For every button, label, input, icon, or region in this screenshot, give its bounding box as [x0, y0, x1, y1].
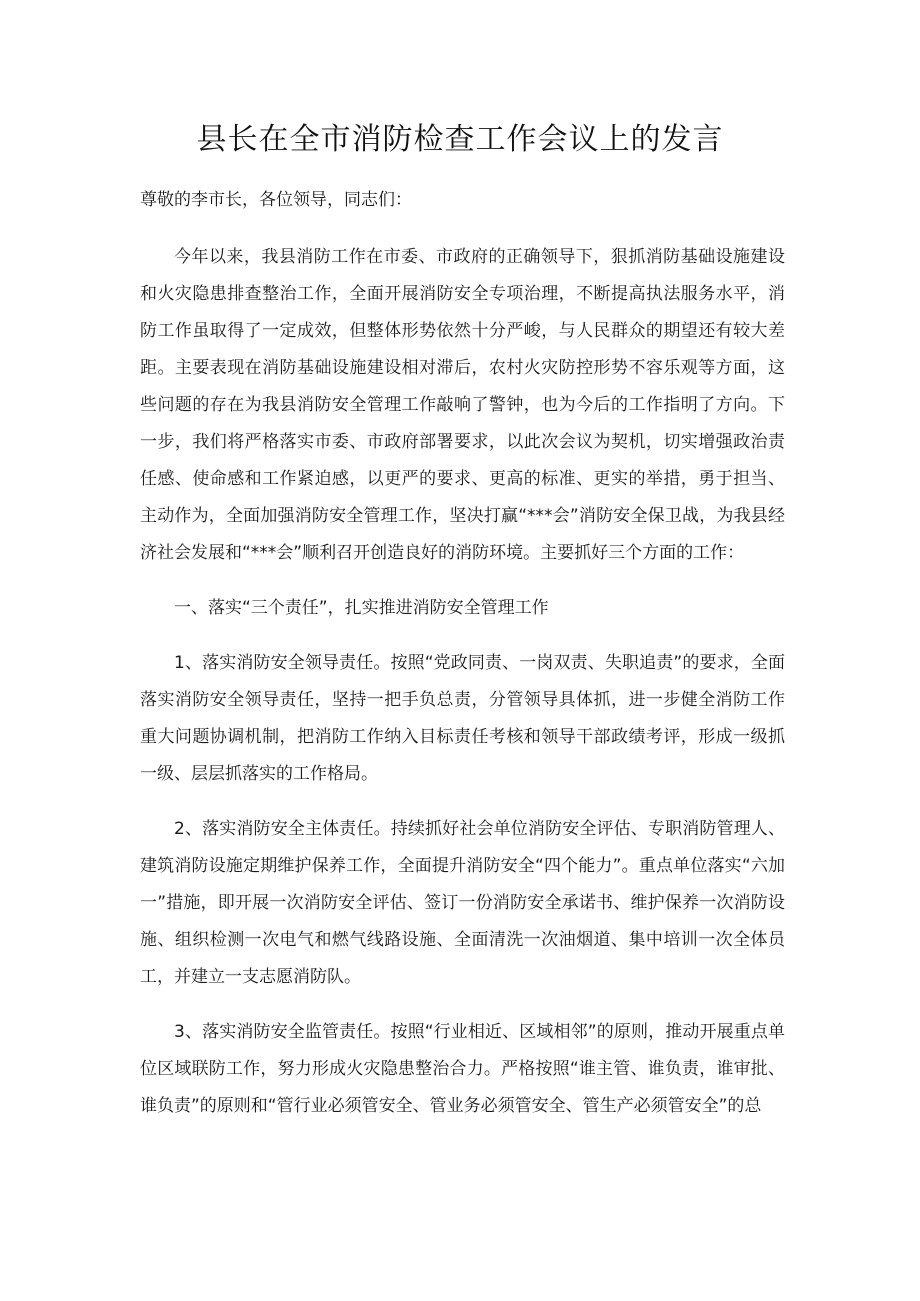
paragraph-intro: 今年以来，我县消防工作在市委、市政府的正确领导下，狠抓消防基础设施建设和火灾隐患排查整治工作，全面开展消防安全专项治理，不断提高执法服务水平，消防工作虽取得了一定成效，但整体形势依然十分严峻，与人民群众的期望还有较大差距。主要表现在消防基础设施建设相对滞后，农村火灾防控形势不容乐观等方面，这些问题的存在为我县消防安全管理工作敲响了警钟，也为今后的工作指明了方向。下一步，我们将严格落实市委、市政府部署要求，以此次会议为契机，切实增强政治责任感、使命感和工作紧迫感，以更严的要求、更高的标准、更实的举措，勇于担当、主动作为，全面加强消防安全管理工作，坚决打赢“***会”消防安全保卫战，为我县经济社会发展和“***会”顺利召开创造良好的消防环境。主要抓好三个方面的工作： — [140, 247, 785, 563]
section-heading-1: 一、落实“三个责任”，扎实推进消防安全管理工作 — [174, 598, 549, 618]
document-body — [140, 182, 785, 1125]
paragraph-item-3: 3、落实消防安全监管责任。按照“行业相近、区域相邻”的原则，推动开展重点单位区域联防工作，努力形成火灾隐患整治合力。严格按照“谁主管、谁负责，谁审批、谁负责”的原则和“管行业必须管安全、管业务必须管安全、管生产必须管安全”的总 — [140, 1022, 785, 1116]
salutation: 尊敬的李市长，各位领导，同志们： — [140, 190, 412, 210]
paragraph-item-2: 2、落实消防安全主体责任。持续抓好社会单位消防安全评估、专职消防管理人、建筑消防设施定期维护保养工作，全面提升消防安全“四个能力”。重点单位落实“六加一”措施，即开展一次消防安全评估、签订一份消防安全承诺书、维护保养一次消防设施、组织检测一次电气和燃气线路设施、全面清洗一次油烟道、集中培训一次全体员工，并建立一支志愿消防队。 — [140, 819, 785, 987]
document-title: 县长在全市消防检查工作会议上的发言 — [196, 122, 724, 157]
paragraph-item-1: 1、落实消防安全领导责任。按照“党政同责、一岗双责、失职追责”的要求，全面落实消防安全领导责任，坚持一把手负总责，分管领导具体抓，进一步健全消防工作重大问题协调机制，把消防工作纳入目标责任考核和领导干部政绩考评，形成一级抓一级、层层抓落实的工作格局。 — [140, 653, 785, 784]
